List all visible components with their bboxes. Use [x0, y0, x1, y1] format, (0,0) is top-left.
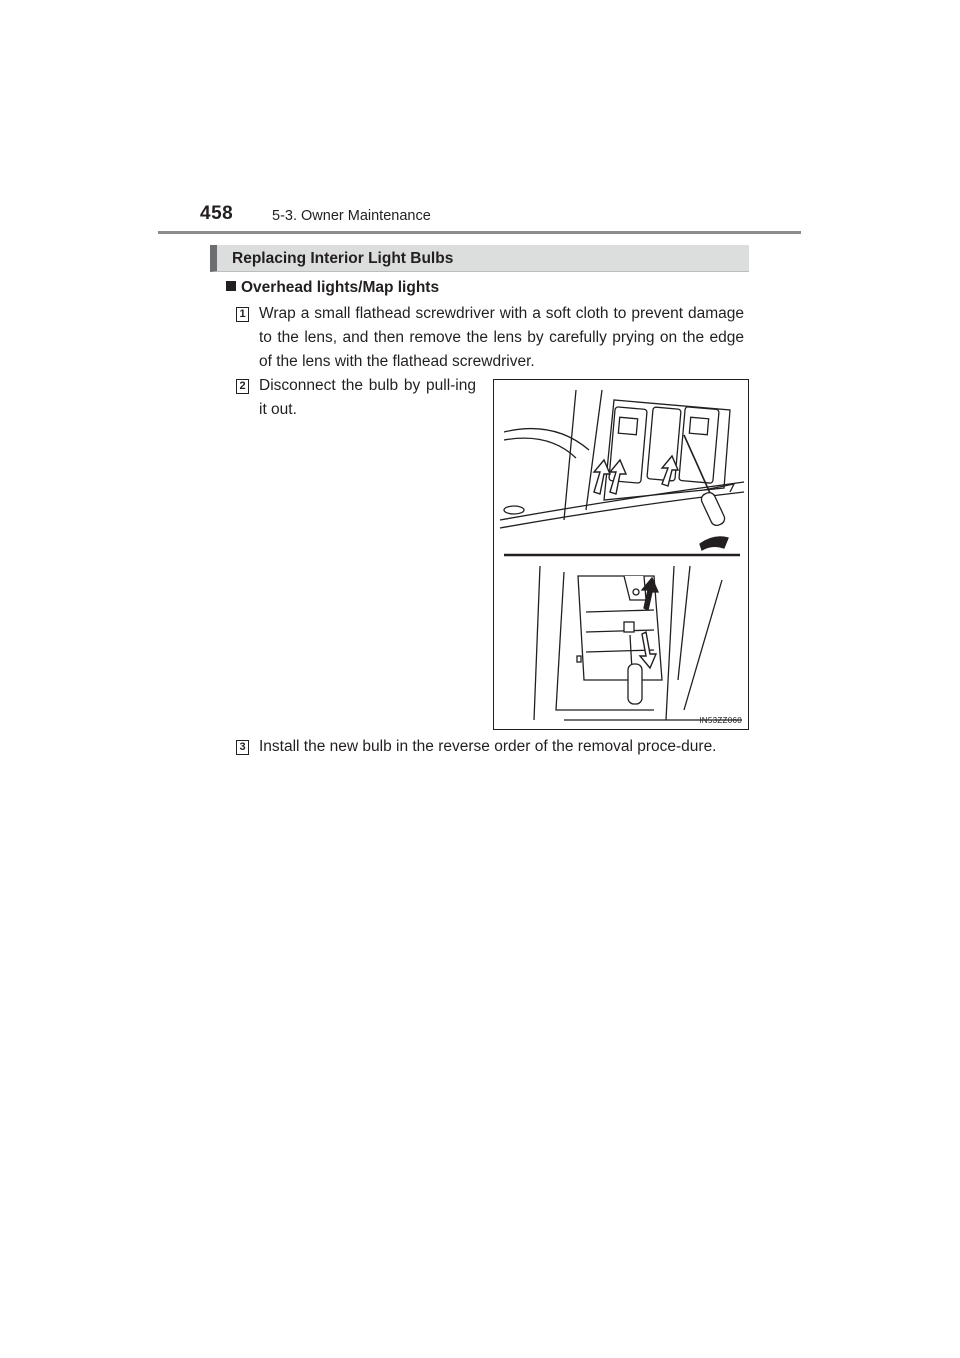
step-3-text: Install the new bulb in the reverse order of the removal proce-dure. — [259, 738, 717, 755]
square-bullet-icon — [226, 281, 236, 291]
banner-title: Replacing Interior Light Bulbs — [232, 250, 454, 267]
header-divider — [158, 231, 801, 234]
step-2-badge: 2 — [236, 379, 249, 394]
subsection-heading — [226, 279, 439, 297]
step-1-badge: 1 — [236, 307, 249, 322]
step-3-badge: 3 — [236, 740, 249, 755]
subsection-title: Overhead lights/Map lights — [241, 279, 440, 296]
section-title: 5-3. Owner Maintenance — [272, 208, 431, 224]
figure-code: IN53ZZ060 — [699, 716, 742, 725]
step-1-text: Wrap a small flathead screwdriver with a soft cloth to prevent damage to the lens, and then remove the lens by carefully prying on the edge of the lens with the flathead screwdriver. — [259, 305, 744, 370]
bulb-removal-illustration — [493, 379, 749, 730]
section-banner — [210, 245, 749, 272]
step-2-text: Disconnect the bulb by pull-ing it out. — [259, 377, 476, 418]
page-number: 458 — [200, 203, 234, 224]
